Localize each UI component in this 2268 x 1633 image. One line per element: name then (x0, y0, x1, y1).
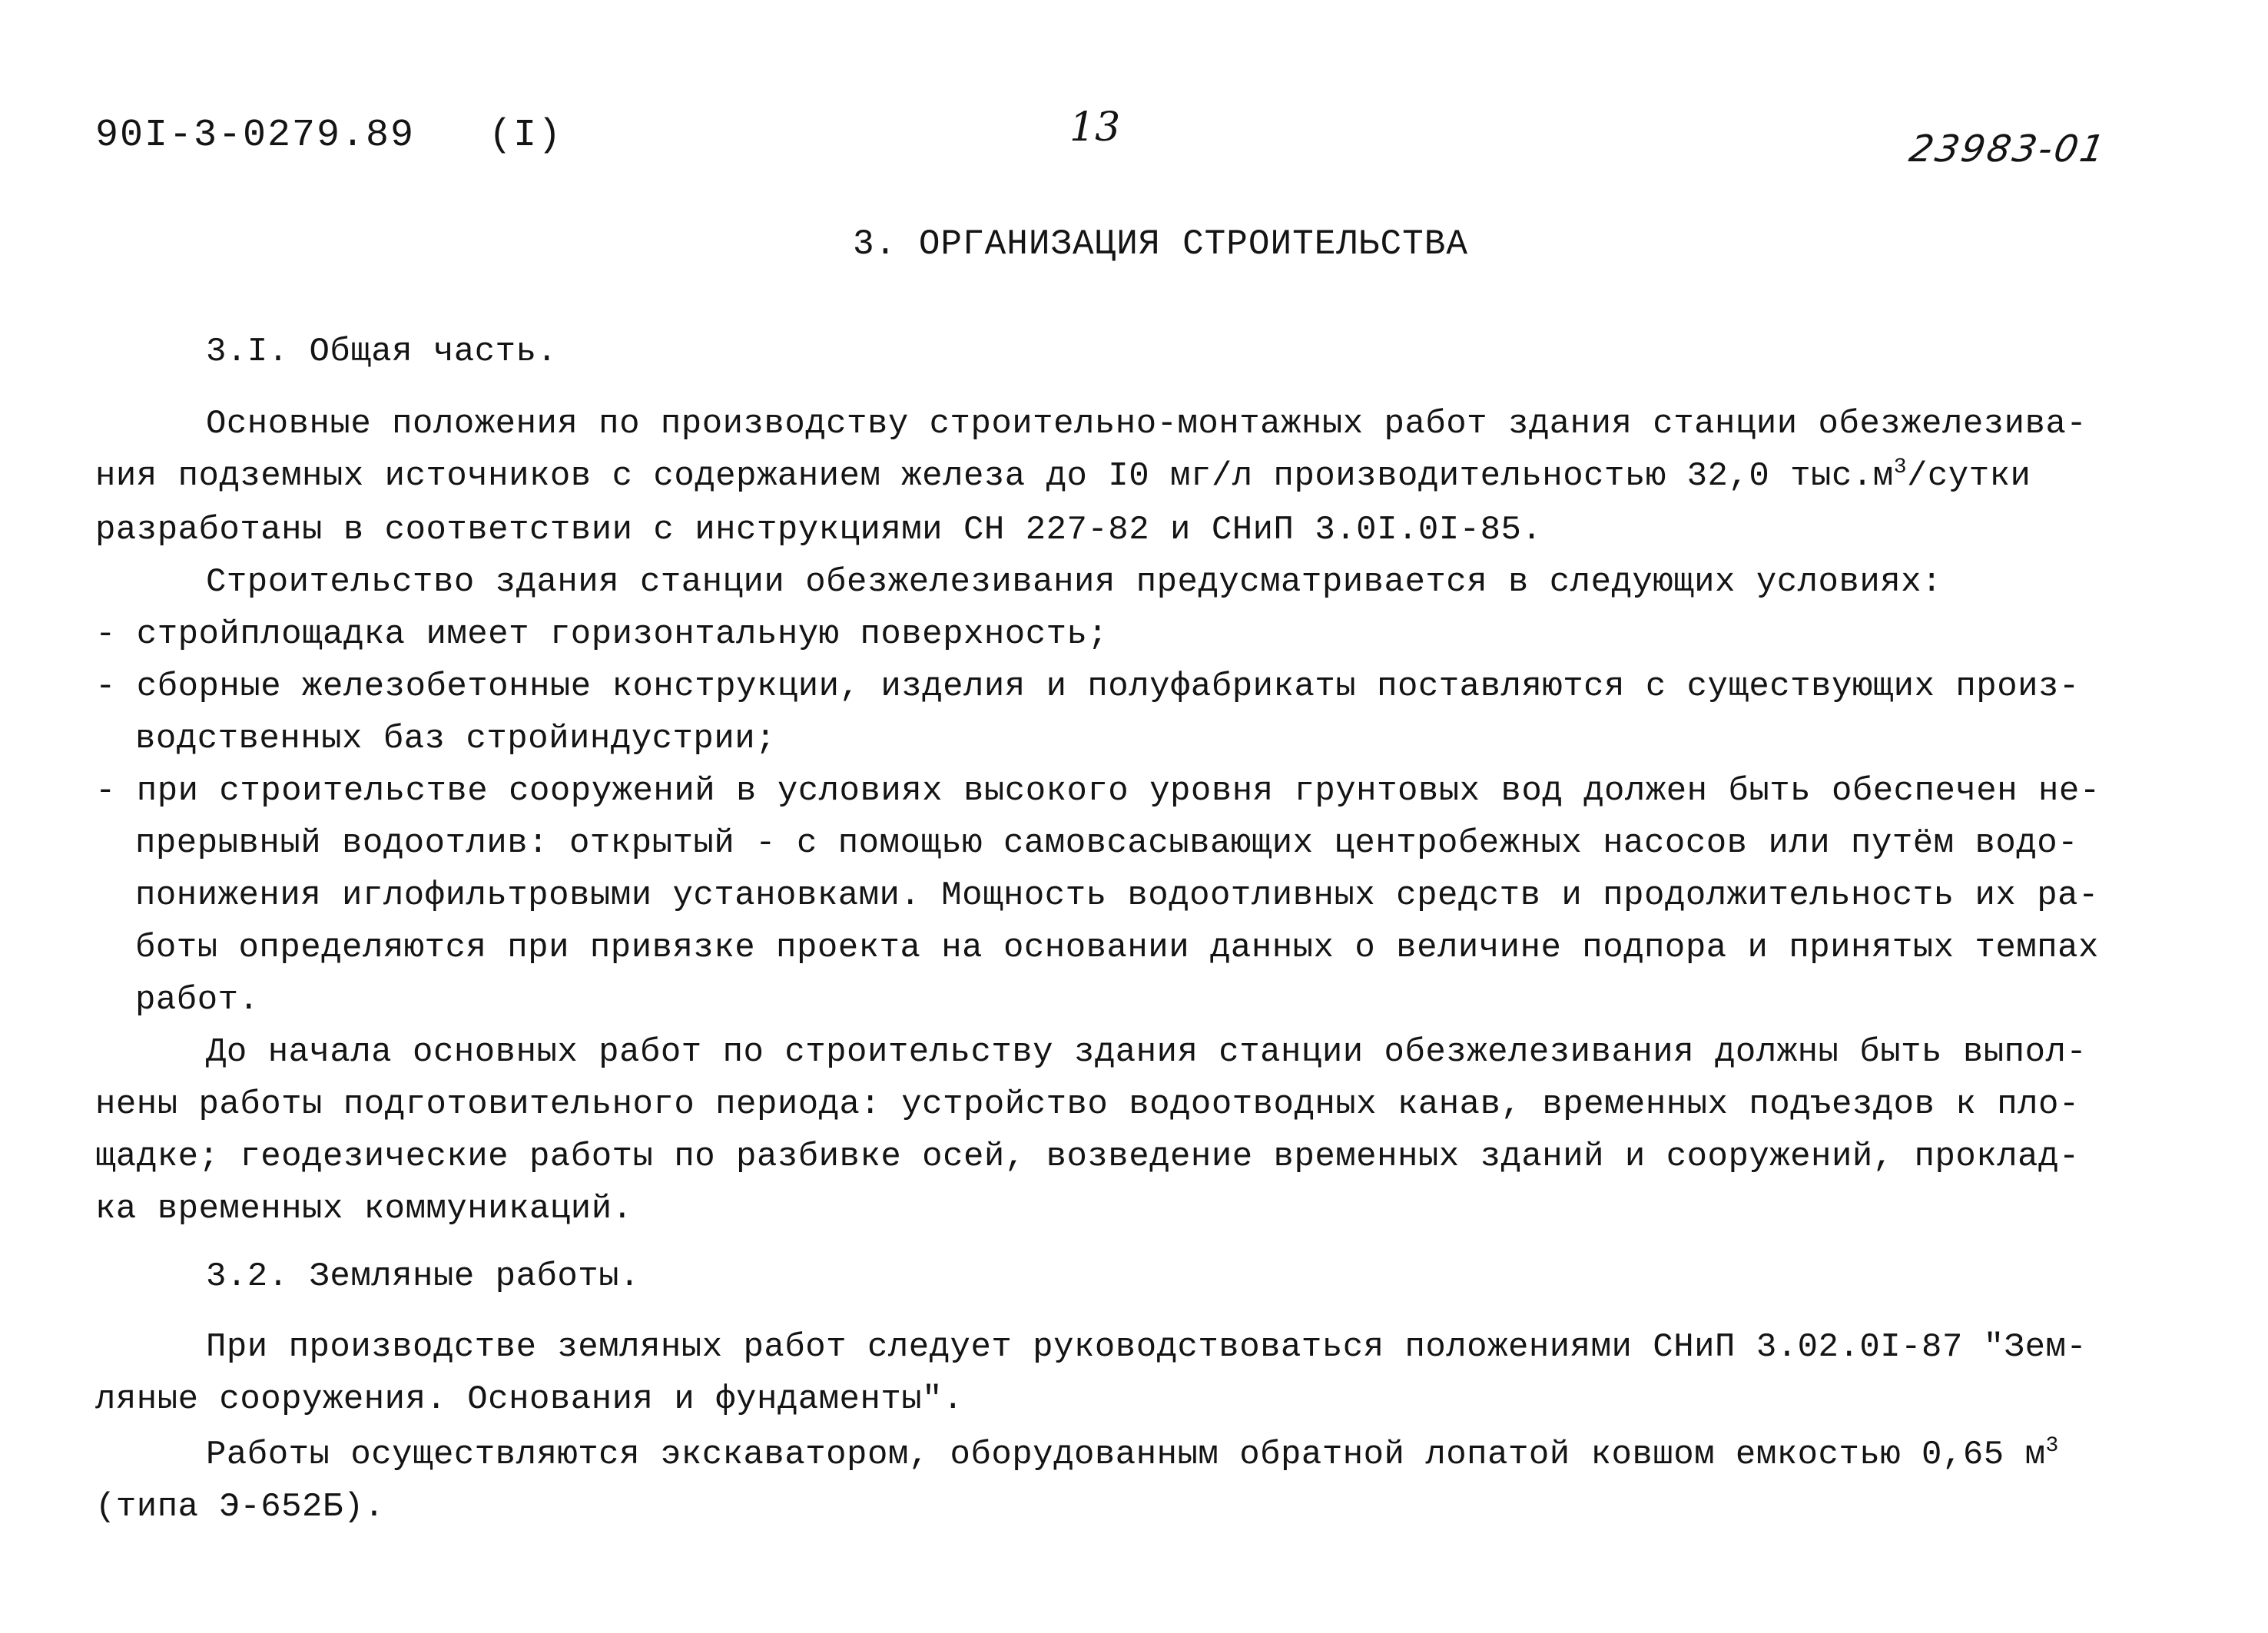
text-line: ка временных коммуникаций. (95, 1190, 633, 1228)
section-title: 3. ОРГАНИЗАЦИЯ СТРОИТЕЛЬСТВА (853, 224, 1468, 264)
text-line: (типа Э-652Б). (95, 1488, 385, 1526)
text-line: Основные положения по производству строительно-монтажных работ здания станции обезжелезива- (206, 405, 2087, 443)
text-line: боты определяются при привязке проекта на основании данных о величине подпора и принятых темпах (135, 929, 2099, 967)
text-line: водственных баз стройиндустрии; (135, 720, 777, 758)
text-line: Работы осуществляются экскаватором, оборудованным обратной лопатой ковшом емкостью 0,65 $м^3$ (206, 1434, 2059, 1474)
text-line: ния подземных источников с содержанием железа до I0 мг/л производительностью 32,0 $тыс.м^3$/сутки (95, 455, 2031, 495)
text-line: До начала основных работ по строительству здания станции обезжелезивания должны быть выпол- (206, 1033, 2087, 1072)
text-line: щадке; геодезические работы по разбивке осей, возведение временных зданий и сооружений, проклад- (95, 1138, 2080, 1176)
text-line: При производстве земляных работ следует руководствоваться положениями СНиП 3.02.0I-87 "Зем- (206, 1328, 2087, 1366)
text-line: нены работы подготовительного периода: устройство водоотводных канав, временных подъездов к пло- (95, 1085, 2080, 1124)
subsection-heading-earthworks: 3.2. Земляные работы. (206, 1257, 640, 1296)
text-line: работ. (135, 981, 260, 1019)
subsection-heading-general: 3.I. Общая часть. (206, 333, 558, 371)
list-item: - сборные железобетонные конструкции, изделия и полуфабрикаты поставляются с существующих произ- (95, 667, 2080, 706)
document-code (95, 114, 562, 157)
text-line: разработаны в соответствии с инструкциями СН 227-82 и СНиП 3.0I.0I-85. (95, 511, 1543, 549)
archive-number: 23983-01 (1906, 128, 2110, 171)
text-line: ляные сооружения. Основания и фундаменты". (95, 1380, 963, 1419)
text-line: прерывный водоотлив: открытый - с помощью самовсасывающих центробежных насосов или путём водо- (135, 824, 2079, 863)
text-line: Строительство здания станции обезжелезивания предусматривается в следующих условиях: (206, 563, 1942, 601)
list-item: - стройплощадка имеет горизонтальную поверхность; (95, 615, 1109, 654)
doc-code: 90I-3-0279.89 (95, 114, 416, 157)
page-number: 13 (1069, 104, 1121, 151)
sheet-marker: (I) (489, 114, 563, 157)
text-line: понижения иглофильтровыми установками. Мощность водоотливных средств и продолжительность их ра- (135, 876, 2099, 915)
list-item: - при строительстве сооружений в условиях высокого уровня грунтовых вод должен быть обеспечен не- (95, 772, 2101, 810)
